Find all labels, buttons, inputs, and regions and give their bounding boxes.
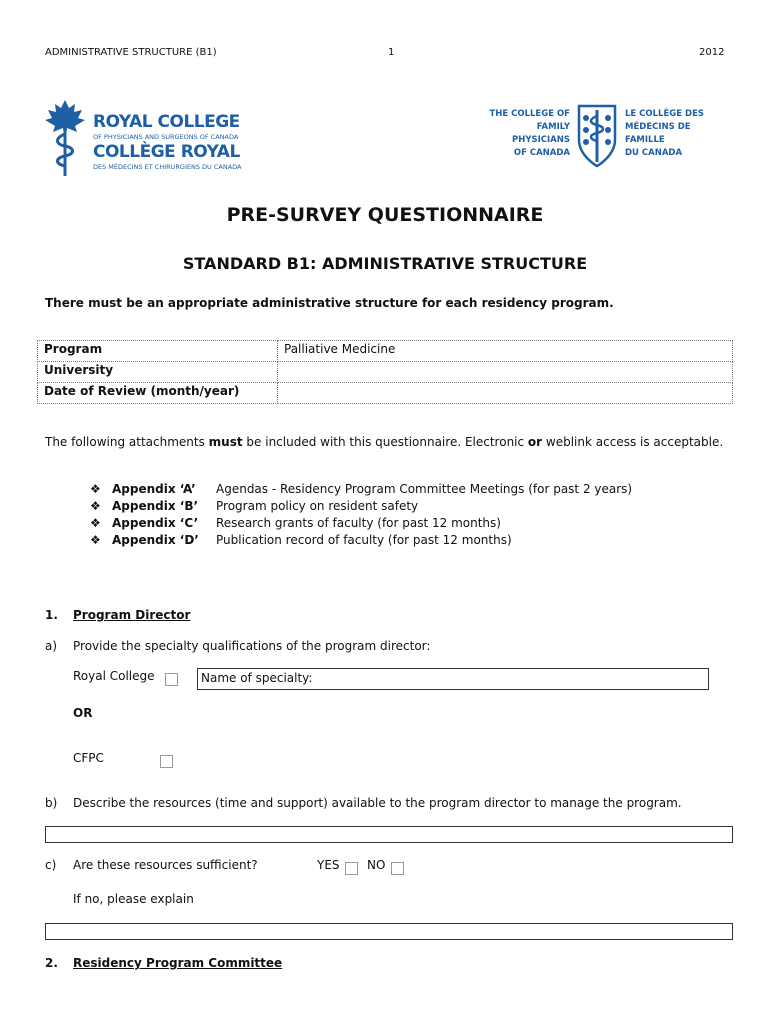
table-row	[38, 341, 733, 362]
list-item	[90, 481, 632, 498]
diamond-bullet-icon: ❖	[90, 499, 101, 513]
question-a-label: a)	[45, 639, 58, 653]
section-number: 1.	[45, 608, 58, 622]
appendix-desc: Publication record of faculty (for past 12 months)	[216, 533, 512, 547]
para-emphasis: must	[208, 435, 243, 449]
para-text: The following attachments	[45, 435, 209, 449]
rc-subtitle-fr: DES MÉDECINS ET CHIRURGIENS DU CANADA	[93, 163, 242, 171]
para-text: weblink access is acceptable.	[542, 435, 724, 449]
royal-college-label: Royal College	[73, 669, 155, 683]
checkbox-icon	[391, 862, 404, 875]
list-item	[90, 498, 632, 515]
explanation-field[interactable]	[45, 923, 733, 940]
list-item	[90, 532, 632, 549]
rc-name-en: ROYAL COLLEGE	[93, 112, 240, 132]
or-label: OR	[73, 706, 93, 720]
cfpc-name-en	[485, 108, 570, 160]
cfpc-checkbox[interactable]	[160, 751, 173, 770]
program-info-table	[37, 340, 733, 404]
table-row	[38, 362, 733, 383]
cfpc-en-line: OF CANADA	[513, 148, 570, 158]
appendix-name: Appendix ‘A’	[112, 482, 196, 496]
royal-college-checkbox[interactable]	[165, 669, 178, 688]
checkbox-icon	[345, 862, 358, 875]
no-checkbox[interactable]	[391, 858, 404, 877]
program-value-field[interactable]: Palliative Medicine	[278, 341, 733, 362]
diamond-bullet-icon: ❖	[90, 482, 101, 496]
cfpc-en-line: THE COLLEGE OF	[489, 109, 570, 119]
question-b-label: b)	[45, 796, 58, 810]
no-label: NO	[367, 858, 386, 872]
section-title: Residency Program Committee	[73, 956, 283, 970]
appendix-desc: Agendas - Residency Program Committee Meetings (for past 2 years)	[216, 482, 633, 496]
review-date-value-field[interactable]	[278, 383, 733, 404]
question-c-label: c)	[45, 858, 57, 872]
appendix-name: Appendix ‘D’	[112, 533, 199, 547]
cfpc-logo	[485, 104, 725, 170]
rc-name-fr: COLLÈGE ROYAL	[93, 142, 240, 162]
cfpc-fr-line: LE COLLÈGE DES	[625, 109, 705, 119]
checkbox-icon	[160, 755, 173, 768]
cfpc-label: CFPC	[73, 751, 104, 765]
specialty-name-field[interactable]: Name of specialty:	[197, 668, 709, 690]
section-title: Program Director	[73, 608, 191, 622]
header-year: 2012	[699, 47, 725, 58]
royal-college-logo	[45, 98, 255, 178]
attachments-paragraph	[45, 434, 725, 451]
question-b-text: Describe the resources (time and support) available to the program director to manage the program.	[73, 796, 682, 810]
appendix-name: Appendix ‘C’	[112, 516, 199, 530]
cfpc-en-line: FAMILY PHYSICIANS	[512, 122, 570, 145]
page-number: 1	[388, 47, 395, 58]
yes-checkbox[interactable]	[345, 858, 358, 877]
appendix-desc: Research grants of faculty (for past 12 months)	[216, 516, 501, 530]
cfpc-fr-line: MÉDECINS DE FAMILLE	[625, 122, 691, 145]
question-c-text: Are these resources sufficient?	[73, 858, 258, 872]
page-title: PRE-SURVEY QUESTIONNAIRE	[226, 204, 544, 226]
appendix-desc: Program policy on resident safety	[216, 499, 419, 513]
university-label: University	[38, 362, 278, 383]
standard-statement: There must be an appropriate administrative structure for each residency program.	[45, 296, 614, 310]
yes-label: YES	[317, 858, 340, 872]
table-row	[38, 383, 733, 404]
section-1-number	[45, 608, 58, 622]
section-2-heading	[73, 956, 282, 970]
para-emphasis: or	[527, 435, 543, 449]
program-label: Program	[38, 341, 278, 362]
diamond-bullet-icon: ❖	[90, 533, 101, 547]
header-left: ADMINISTRATIVE STRUCTURE (B1)	[45, 47, 217, 58]
section-2-number	[45, 956, 58, 970]
list-item	[90, 515, 632, 532]
appendix-list	[90, 481, 632, 549]
diamond-bullet-icon: ❖	[90, 516, 101, 530]
resources-description-field[interactable]	[45, 826, 733, 843]
section-1-heading	[73, 608, 190, 622]
cfpc-shield-icon	[575, 104, 619, 168]
review-date-label: Date of Review (month/year)	[38, 383, 278, 404]
cfpc-name-fr	[625, 108, 725, 160]
explain-label: If no, please explain	[73, 892, 194, 906]
university-value-field[interactable]	[278, 362, 733, 383]
checkbox-icon	[165, 673, 178, 686]
appendix-name: Appendix ‘B’	[112, 499, 199, 513]
page-subtitle: STANDARD B1: ADMINISTRATIVE STRUCTURE	[182, 254, 588, 273]
cfpc-fr-line: DU CANADA	[625, 148, 683, 158]
rc-subtitle-en: OF PHYSICIANS AND SURGEONS OF CANADA	[93, 133, 239, 141]
para-text: be included with this questionnaire. Electronic	[242, 435, 528, 449]
section-number: 2.	[45, 956, 58, 970]
question-a-text: Provide the specialty qualifications of the program director:	[73, 639, 431, 653]
